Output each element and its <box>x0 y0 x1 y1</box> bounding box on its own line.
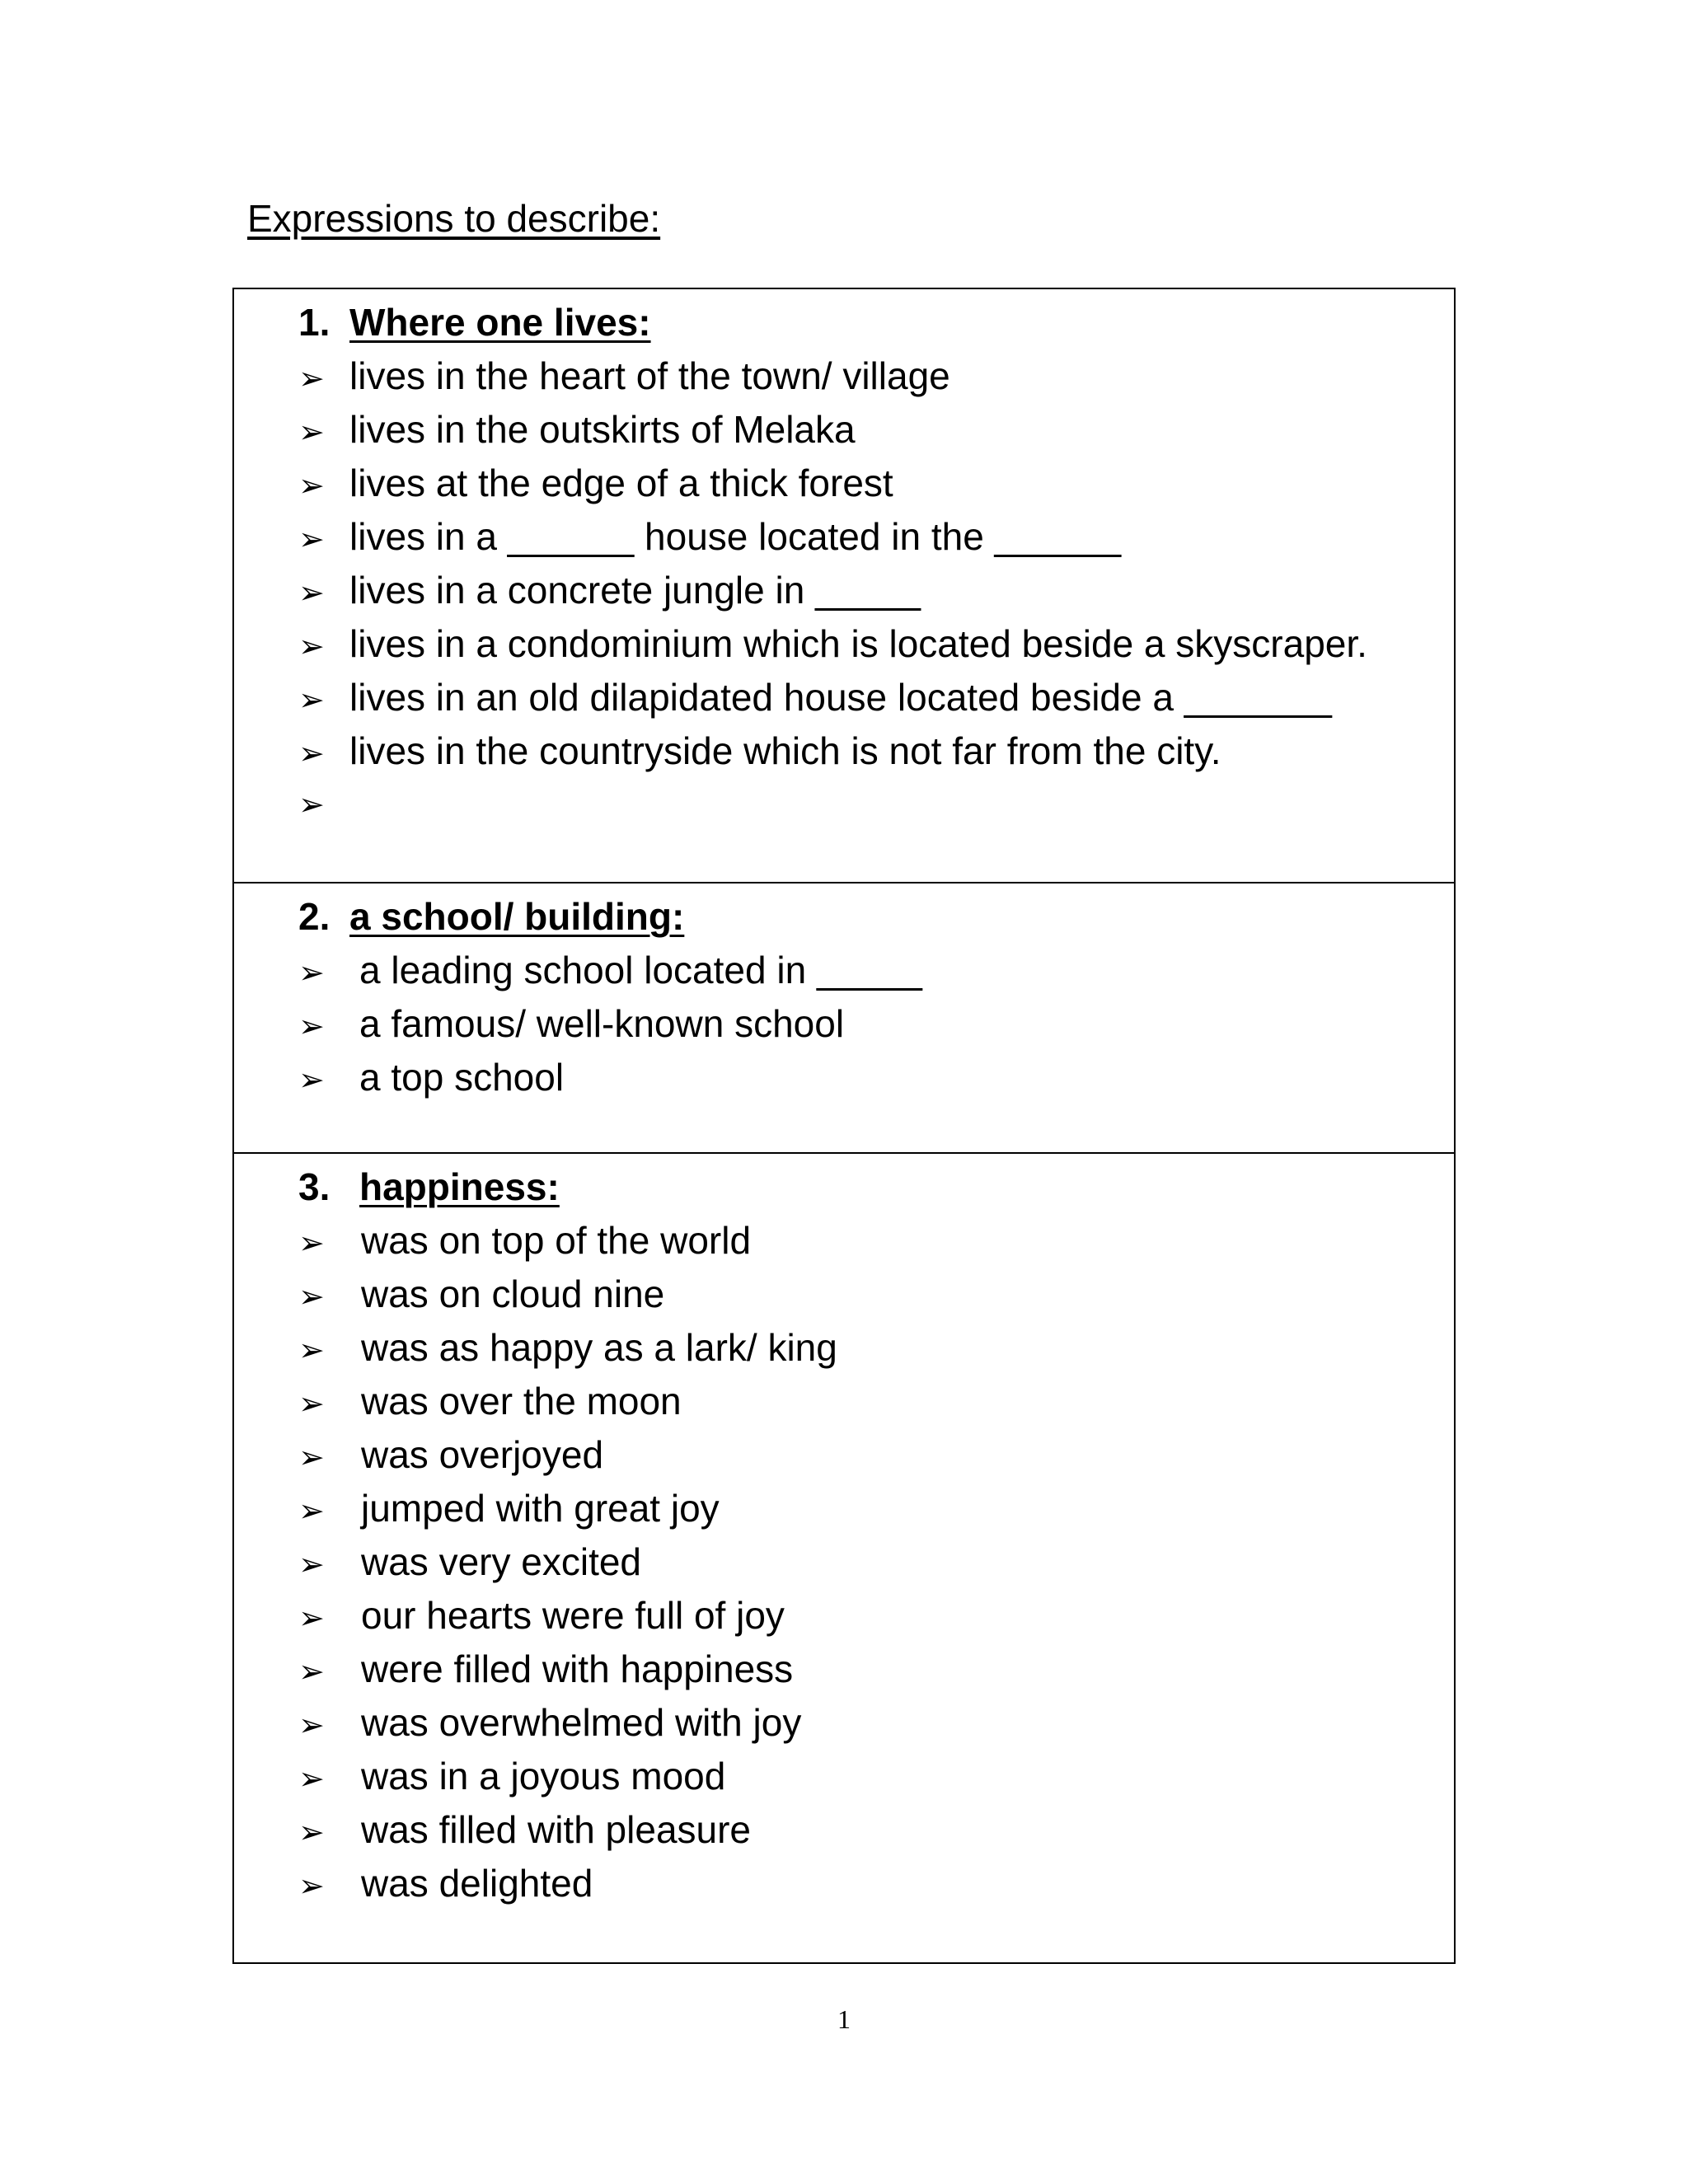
list-item <box>298 997 1454 1051</box>
arrow-bullet-icon: ➢ <box>298 521 325 557</box>
list-item <box>298 1214 1454 1268</box>
list-item-text: were filled with happiness <box>361 1647 794 1690</box>
list-item-text: was delighted <box>361 1862 593 1905</box>
section-happiness <box>234 1152 1454 1962</box>
list-item-text: lives in the countryside which is not far from the city. <box>349 729 1221 772</box>
arrow-bullet-icon: ➢ <box>298 735 325 771</box>
list-item-text: was over the moon <box>361 1380 682 1422</box>
list-item-text: lives in the outskirts of Melaka <box>349 408 856 451</box>
list-item <box>298 510 1454 564</box>
list-item <box>298 349 1454 403</box>
list-item-text: lives in a condominium which is located beside a skyscraper. <box>349 622 1367 665</box>
expression-list <box>298 349 1454 832</box>
section-number: 1. <box>298 301 331 344</box>
section-number: 3. <box>298 1165 331 1208</box>
section-title <box>298 890 1454 944</box>
section-number: 2. <box>298 895 331 938</box>
arrow-bullet-icon: ➢ <box>298 1868 325 1904</box>
list-item-text: was filled with pleasure <box>361 1808 752 1851</box>
arrow-bullet-icon: ➢ <box>298 628 325 664</box>
arrow-bullet-icon: ➢ <box>298 1653 325 1690</box>
arrow-bullet-icon: ➢ <box>298 1225 325 1261</box>
list-item-empty <box>298 778 1454 832</box>
expression-list <box>298 1214 1454 1910</box>
page-heading: Expressions to describe: <box>247 197 661 240</box>
list-item-text: lives at the edge of a thick forest <box>349 462 893 504</box>
list-item <box>298 724 1454 778</box>
arrow-bullet-icon: ➢ <box>298 360 325 396</box>
list-item-text: was very excited <box>361 1540 642 1583</box>
list-item-text: a top school <box>359 1056 565 1099</box>
list-item-text: was on cloud nine <box>361 1272 665 1315</box>
section-label: happiness: <box>359 1165 560 1208</box>
expressions-table <box>232 288 1456 1964</box>
arrow-bullet-icon: ➢ <box>298 682 325 718</box>
list-item-text: our hearts were full of joy <box>361 1594 785 1637</box>
list-item-text: lives in the heart of the town/ village <box>349 354 950 397</box>
list-item-text: was on top of the world <box>361 1219 752 1262</box>
section-where-one-lives <box>234 289 1454 882</box>
arrow-bullet-icon: ➢ <box>298 1385 325 1422</box>
section-title <box>298 296 1454 349</box>
list-item <box>298 1857 1454 1910</box>
list-item <box>298 1428 1454 1482</box>
arrow-bullet-icon: ➢ <box>298 1439 325 1475</box>
list-item-text: was overjoyed <box>361 1433 604 1476</box>
arrow-bullet-icon: ➢ <box>298 1600 325 1636</box>
arrow-bullet-icon: ➢ <box>298 1814 325 1850</box>
arrow-bullet-icon: ➢ <box>298 1008 325 1044</box>
arrow-bullet-icon: ➢ <box>298 467 325 504</box>
arrow-bullet-icon: ➢ <box>298 1062 325 1098</box>
list-item <box>298 671 1454 724</box>
arrow-bullet-icon: ➢ <box>298 1707 325 1743</box>
list-item <box>298 617 1454 671</box>
list-item <box>298 1750 1454 1803</box>
arrow-bullet-icon: ➢ <box>298 1493 325 1529</box>
list-item <box>298 1803 1454 1857</box>
list-item <box>298 1375 1454 1428</box>
list-item <box>298 457 1454 510</box>
list-item-text: lives in a concrete jungle in _____ <box>349 569 921 612</box>
section-school-building <box>234 882 1454 1152</box>
list-item-text: was as happy as a lark/ king <box>361 1326 837 1369</box>
arrow-bullet-icon: ➢ <box>298 1546 325 1582</box>
list-item <box>298 1321 1454 1375</box>
page-number: 1 <box>837 2004 851 2034</box>
arrow-bullet-icon: ➢ <box>298 954 325 991</box>
expression-list <box>298 944 1454 1104</box>
list-item <box>298 1696 1454 1750</box>
arrow-bullet-icon: ➢ <box>298 1332 325 1368</box>
list-item <box>298 564 1454 617</box>
list-item-text: a leading school located in _____ <box>359 949 922 991</box>
arrow-bullet-icon: ➢ <box>298 414 325 450</box>
list-item <box>298 1268 1454 1321</box>
arrow-bullet-icon: ➢ <box>298 1278 325 1315</box>
arrow-bullet-icon: ➢ <box>298 1760 325 1797</box>
list-item <box>298 1535 1454 1589</box>
list-item <box>298 944 1454 997</box>
list-item-text: a famous/ well-known school <box>359 1002 845 1045</box>
list-item <box>298 1051 1454 1104</box>
list-item-text: jumped with great joy <box>361 1487 720 1530</box>
list-item-text: was in a joyous mood <box>361 1755 726 1797</box>
arrow-bullet-icon: ➢ <box>298 786 325 823</box>
list-item <box>298 1643 1454 1696</box>
section-label: a school/ building: <box>349 895 685 938</box>
list-item-text: was overwhelmed with joy <box>361 1701 802 1744</box>
section-title <box>298 1160 1454 1214</box>
section-label: Where one lives: <box>349 301 651 344</box>
list-item <box>298 1589 1454 1643</box>
list-item-text: lives in an old dilapidated house located beside a _______ <box>349 676 1332 719</box>
list-item <box>298 1482 1454 1535</box>
arrow-bullet-icon: ➢ <box>298 574 325 611</box>
list-item-text: lives in a ______ house located in the ______ <box>349 515 1122 558</box>
list-item <box>298 403 1454 457</box>
